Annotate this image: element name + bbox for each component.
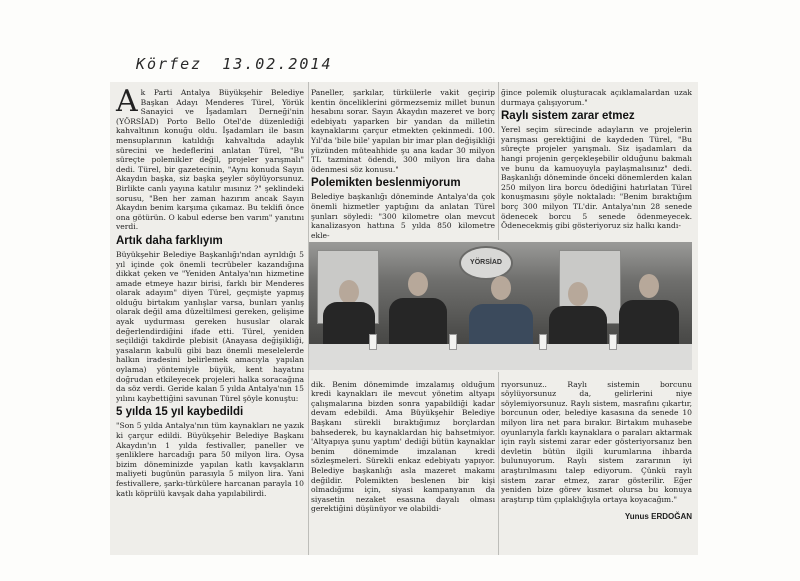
association-logo: YÖRSİAD xyxy=(459,246,513,280)
subheading-polemikten-beslenmiyorum: Polemikten beslenmiyorum xyxy=(311,177,461,190)
column-1 xyxy=(116,84,304,498)
column-2-top xyxy=(311,88,495,240)
column-3-bottom xyxy=(501,372,692,522)
glass xyxy=(539,334,547,350)
subheading-rayli-sistem: Raylı sistem zarar etmez xyxy=(501,110,635,123)
paragraph: dik. Benim dönemimde imzalamış olduğum kredi kaynakları ile mevcut yönetim altyapı çalışmalarına bizden sonra yapabildiği kadar devam edebildi. Ama Büyükşehir Belediye Başkanı sürekli bıraktığımız borçlardan bahsederek, bu kaynaklardan hiç bahsetmiyor. 'Altyapıya şunu yaptım' dediği bütün kaynaklar benim dönemimde imzalanan kredi sözleşmeleri. Sürekli enkaz edebiyatı yapıyor. Belediye başkanlığı asla mazeret makamı değildir. Polemikten beslenen bir kişi olmadığımı için, siyasi kampanyanın da siyasetin nezaket esasına dayalı olması gerektiğini düşünüyor ve olabildi- xyxy=(311,379,495,514)
glass xyxy=(609,334,617,350)
column-rule xyxy=(498,372,499,555)
subheading-5-yilda-15-yil: 5 yılda 15 yıl kaybedildi xyxy=(116,406,244,419)
column-3-top xyxy=(501,88,692,231)
handwritten-annotation xyxy=(136,55,333,73)
paragraph: ğince polemik oluşturacak açıklamalardan uzak durmaya çalışıyorum." xyxy=(501,88,692,107)
drop-cap: A xyxy=(116,84,138,119)
intro-paragraph: Ak Parti Antalya Büyükşehir Belediye Başkan Adayı Menderes Türel, Yörük Sanayici ve İşadamları Derneği'nin (YÖRSİAD) Porto Bello Otel'de düzenlediği kahvaltının konuğu oldu. İşadamları ile basın mensuplarının katıldığı kahvaltıda adaylık sürecini ve hedeflerini anlatan Türel, "Bu süreçte polemikler değil, projeler yarışmalı" dedi. Türel, bir gazetecinin, "Aynı konuda Sayın Akaydın başka, siz başka şeyler söylüyorsunuz. Birlikte canlı yayına katılır mısınız ?" şeklindeki sorusu, "Ben her zaman hazırım ancak Sayın Akaydın benim karşıma çıkamaz. Bu teklifi önce ona götürün. O kabul ederse ben varım" yanıtını verdi. xyxy=(116,84,304,232)
paragraph: Yerel seçim sürecinde adayların ve projelerin yarışması gerektiğini de kaydeden Türel, "Bu süreçte projeler yarışmalı. Siz işadamları da hangi projenin gerçekleşebilir olduğunu bakmalı ve bunu da kamuoyuyla paylaşmalısınız" dedi. Başkanlığı döneminde önceki dönemlerden kalan 250 milyon lira borcu ödediğini hatırlatan Türel konuşmasını şöyle noktaladı: "Benim bıraktığım borç 300 milyon TL'dir. Antalya'nın 28 senede ödenecek borcu 5 senede ödenmeyecek. Ödenecekmiş gibi gösteriyoruz siz halkı kandı- xyxy=(501,125,692,231)
paragraph: rıyorsunuz.. Raylı sistemin borcunu söylüyorsunuz da, gelirlerini niye söylemiyorsunuz. Raylı sistem, masrafını çıkartır, borcunun oder, belediye kasasına da senede 10 milyon lira net para bırakır. Birtakım muhasebe oyunlarıyla farklı kaynaklara o paraları aktarmak için raylı sistemi zarar eder gösteriyorsanız ben devletin bütün ilgili kurumlarına ihbarda bulunuyorum. Raylı sistem zararının iyi araştırılmasını talep ediyorum. Çünkü raylı sistem zarar etmez, zarar gösterilir. Eğer yeniden bize görev kısmet olursa bu konuya araştırıp tüm çıplaklığıyla ortaya koyacağım." xyxy=(501,379,692,504)
subheading-artik-daha-farkliyim: Artık daha farklıyım xyxy=(116,234,223,247)
glass xyxy=(369,334,377,350)
paragraph: Büyükşehir Belediye Başkanlığı'ndan ayrıldığı 5 yıl içinde çok önemli tecrübeler kazandığına dikkat çeken ve "Yeniden Antalya'nın hizmetine amade etmeye hazır birisi, farklı bir Menderes olarak adayım" diyen Türel, geçmişte yapmış olduğu birtakım yanlışlar varsa, bunları yanlış olarak değil ama düzeltilmesi gereken, gelişime ayak uydurması gereken hususlar olarak değerlendirdiğini ifade etti. Türel, yeniden seçildiği takdirde plebisit (Anayasa değişikliği, yasaların kabulü gibi bazı önemli meselelerde halkın iradesini belirlemek amacıyla yapılan oylama) yöntemiyle büyük, kent hayatını doğrudan etkileyecek projeleri halka soracağına da söz verdi. Geride kalan 5 yılda Antalya'nın 15 yılını kaybettiğini savunan Türel şöyle konuştu: xyxy=(116,249,304,403)
author-byline: Yunus ERDOĞAN xyxy=(624,511,692,521)
breakfast-table xyxy=(309,344,692,370)
glass xyxy=(449,334,457,350)
source-handwriting: Körfez xyxy=(136,55,203,73)
paragraph: Paneller, şarkılar, türkülerle vakit geçirip kentin önceliklerini görmezsemiz millet bunun hesabını sorar. Sayın Akaydın mazeret ve borç edebiyatı yaparken bir yandan da milletin kaynaklarını çarçur etmekten çekinmedi. 100. Yıl'da 'bile bile' yapılan bir imar plan değişikliği yüzünden müteahhide şu ana kadar 30 milyon TL tazminat ödendi, 300 milyon lira daha ödenmesi söz konusu." xyxy=(311,88,495,174)
newspaper-clipping xyxy=(110,82,698,555)
column-2-bottom xyxy=(311,372,495,522)
date-handwriting: 13.02.2014 xyxy=(222,55,333,73)
paragraph: Belediye başkanlığı döneminde Antalya'da çok önemli hizmetler yaptığını da anlatan Türel şunları söyledi: "300 kilometre olan mevcut kanalizasyon hattına 5 yılda 850 kilometre ekle- xyxy=(311,192,495,240)
column-rule xyxy=(498,82,499,240)
paragraph: "Son 5 yılda Antalya'nın tüm kaynakları ne yazık ki çarçur edildi. Büyükşehir Belediye Başkanı Akaydın'ın 1 yılda festivaller, paneller ve şenliklere harcadığı para 50 milyon lira. Oysa bizim döneminizde yapılan katlı kavşakların maliyeti bugünün parasıyla 5 milyon lira. Yani festivallere, şarkı-türkülere harcanan parayla 10 katlı köprülü kavşak daha yapılabilirdi. xyxy=(116,421,304,498)
press-photo xyxy=(309,242,692,370)
